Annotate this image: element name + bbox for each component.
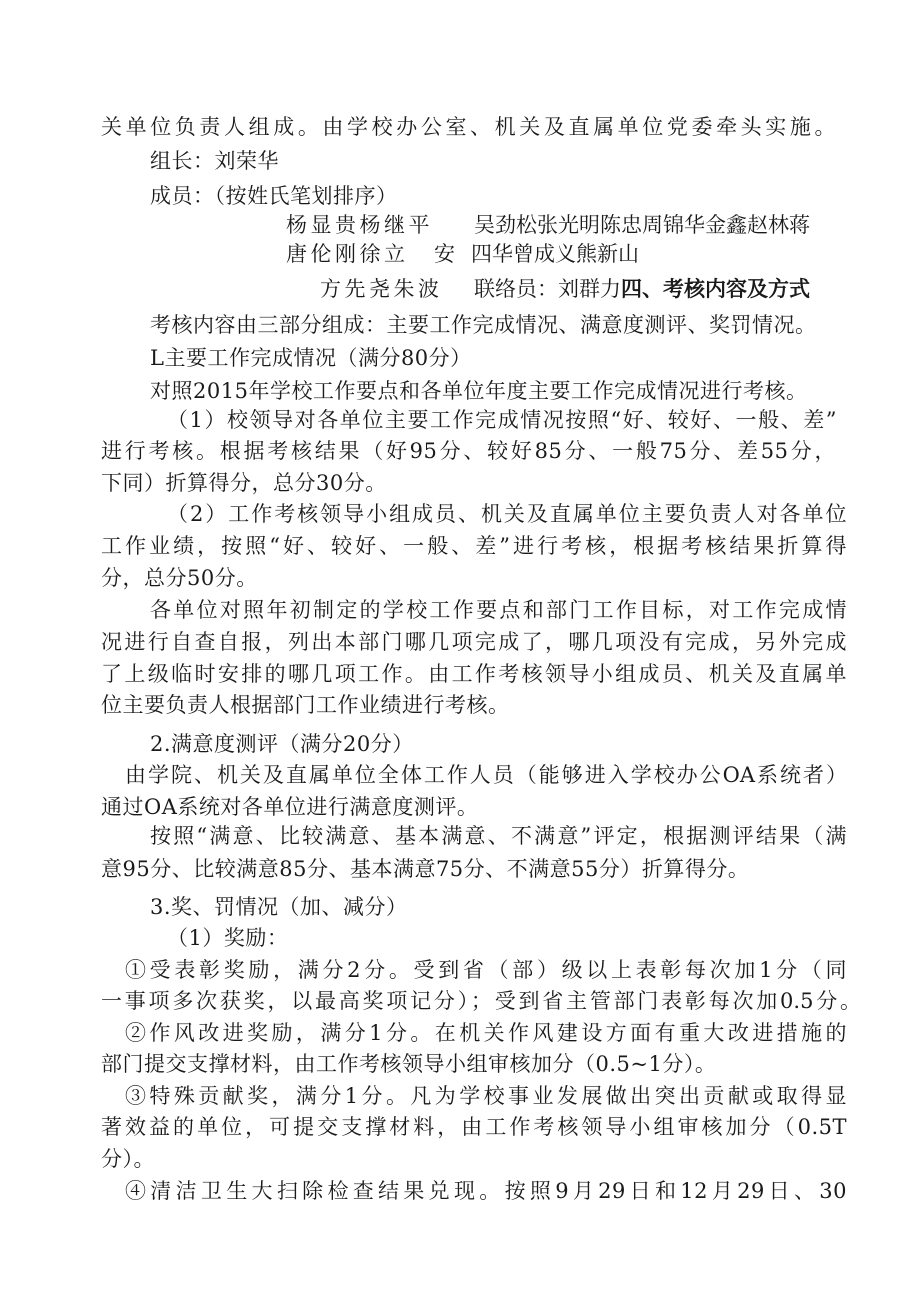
paragraph-line: 关单位负责人组成。由学校办公室、机关及直属单位党委牵头实施。 <box>101 115 836 139</box>
paragraph-line: 位主要负责人根据部门工作业绩进行考核。 <box>101 693 510 717</box>
paragraph-line: ④清洁卫生大扫除检查结果兑现。按照9月29日和12月29日、30 <box>125 1179 847 1203</box>
paragraph-line: 分，总分50分。 <box>101 566 258 590</box>
member-names: 安 <box>434 242 455 266</box>
paragraph-line: ①受表彰奖励，满分2分。受到省（部）级以上表彰每次加1分（同 <box>125 958 847 982</box>
member-names: 吴劲松张光明陈忠周锦华金鑫赵林蒋 <box>474 213 810 237</box>
paragraph-line: 分）。 <box>101 1147 155 1171</box>
paragraph-line: 进行考核。根据考核结果（好95分、较好85分、一般75分、差55分， <box>101 439 836 463</box>
paragraph-line: 下同）折算得分，总分30分。 <box>101 471 387 495</box>
paragraph-line: 通过OA系统对各单位进行满意度测评。 <box>101 795 479 819</box>
members-heading: 成员：（按姓氏笔划排序） <box>150 184 398 208</box>
paragraph-line: （2）工作考核领导小组成员、机关及直属单位主要负责人对各单位 <box>167 502 847 526</box>
subheading: 2.满意度测评（满分20分） <box>150 732 414 756</box>
section-heading: 四、考核内容及方式 <box>621 277 810 301</box>
team-leader: 组长：刘荣华 <box>150 149 279 173</box>
subheading: L主要工作完成情况（满分80分） <box>150 346 472 370</box>
paragraph-line: 工作业绩，按照“好、较好、一般、差”进行考核，根据考核结果折算得 <box>101 534 847 558</box>
paragraph-line: ③特殊贡献奖，满分1分。凡为学校事业发展做出突出贡献或取得显 <box>125 1084 847 1108</box>
paragraph-line: 著效益的单位，可提交支撑材料，由工作考核领导小组审核加分（0.5T <box>101 1115 847 1139</box>
subheading: （1）奖励： <box>167 926 289 950</box>
paragraph-line: 考核内容由三部分组成：主要工作完成情况、满意度测评、奖罚情况。 <box>150 313 817 337</box>
paragraph-line: 况进行自查自报，列出本部门哪几项完成了，哪几项没有完成，另外完成 <box>101 630 847 654</box>
members-row-2 <box>286 240 639 268</box>
paragraph-line: 部门提交支撑材料，由工作考核领导小组审核加分（0.5~1分）。 <box>101 1052 717 1076</box>
paragraph-line: 各单位对照年初制定的学校工作要点和部门工作目标，对工作完成情 <box>150 598 847 622</box>
paragraph-line: 由学院、机关及直属单位全体工作人员（能够进入学校办公OA系统者） <box>125 763 847 787</box>
paragraph-line: 一事项多次获奖，以最高奖项记分）；受到省主管部门表彰每次加0.5分。 <box>101 989 861 1013</box>
paragraph-line: ②作风改进奖励，满分1分。在机关作风建设方面有重大改进措施的 <box>125 1021 847 1045</box>
member-names: 四华曾成义熊新山 <box>471 242 639 266</box>
paragraph-line: 对照2015年学校工作要点和各单位年度主要工作完成情况进行考核。 <box>150 379 808 403</box>
paragraph-line: 意95分、比较满意85分、基本满意75分、不满意55分）折算得分。 <box>101 857 750 881</box>
liaison: 联络员：刘群力 <box>474 277 621 301</box>
paragraph-line: 按照“满意、比较满意、基本满意、不满意”评定，根据测评结果（满 <box>150 824 847 848</box>
members-row-3 <box>320 275 810 303</box>
member-names: 唐伦刚徐立 <box>286 242 409 266</box>
member-names: 方先尧朱波 <box>320 277 443 301</box>
paragraph-line: 了上级临时安排的哪几项工作。由工作考核领导小组成员、机关及直属单 <box>101 662 847 686</box>
member-names: 杨显贵杨继平 <box>286 213 433 237</box>
paragraph-line: （1）校领导对各单位主要工作完成情况按照“好、较好、一般、差” <box>167 408 837 432</box>
members-row-1 <box>286 211 810 239</box>
subheading: 3.奖、罚情况（加、减分） <box>150 895 408 919</box>
